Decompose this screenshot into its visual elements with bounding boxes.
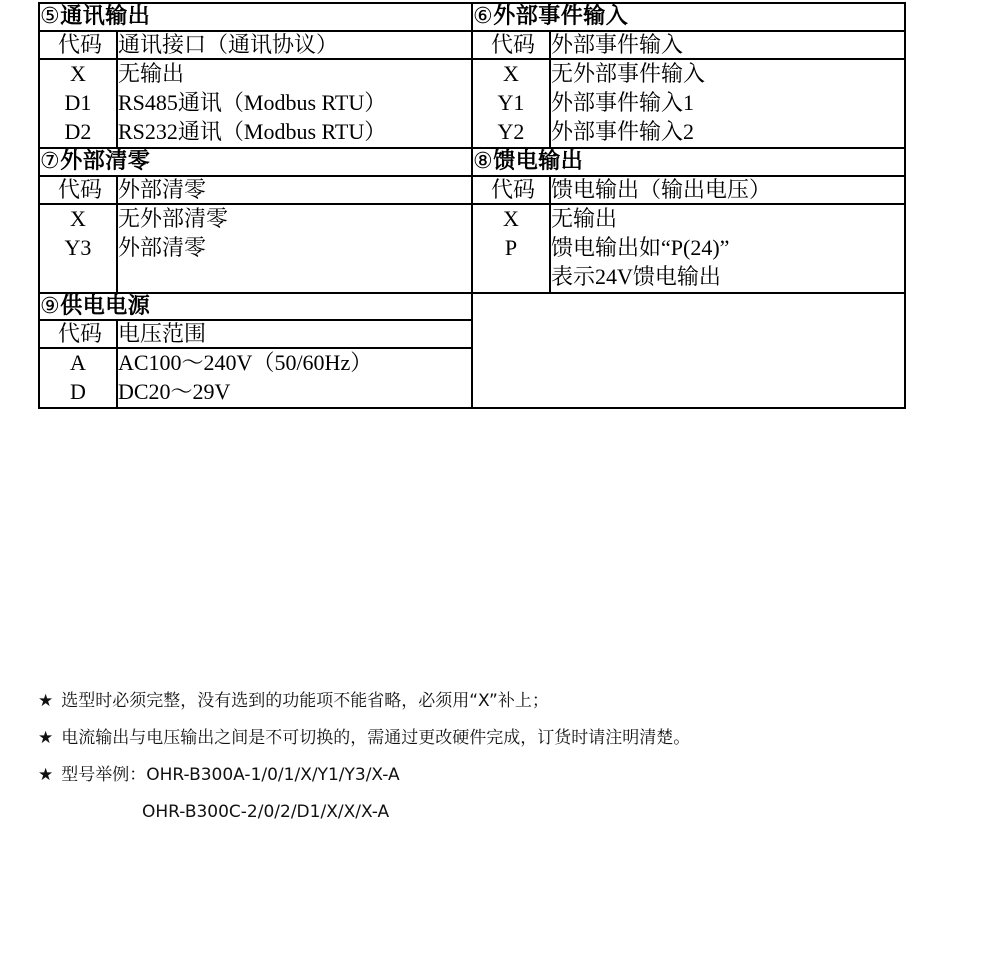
code-value: X	[503, 60, 519, 86]
notes-section	[38, 690, 968, 824]
table-row-body	[39, 59, 905, 148]
desc-value: 馈电输出如“P(24)”	[551, 234, 730, 260]
column-header-code-9: 代码	[39, 320, 117, 348]
star-icon: ★	[38, 727, 54, 748]
star-icon: ★	[38, 764, 54, 785]
column-header-desc-9: 电压范围	[117, 320, 472, 348]
desc-value: 无外部清零	[118, 205, 229, 231]
desc-value: RS485通讯（Modbus RTU）	[118, 89, 387, 115]
code-column-7	[39, 204, 117, 293]
column-header-desc-6: 外部事件输入	[550, 31, 905, 59]
column-header-code-5: 代码	[39, 31, 117, 59]
code-value: A	[70, 350, 86, 376]
section-heading-external-reset	[39, 148, 472, 176]
section-heading-external-event-input	[472, 3, 905, 31]
desc-value: 表示24V馈电输出	[551, 263, 721, 289]
code-value: D2	[64, 118, 92, 144]
section-title-5: 通讯输出	[60, 4, 151, 29]
desc-column-6	[550, 59, 905, 148]
code-value: X	[70, 205, 86, 231]
section-title-6: 外部事件输入	[493, 4, 629, 29]
table-row-section-heading	[39, 293, 905, 321]
section-title-7: 外部清零	[60, 148, 151, 174]
note-text: 型号举例：OHR-B300A-1/0/1/X/Y1/Y3/X-A	[61, 764, 400, 785]
section-number-9: ⑨	[40, 293, 61, 319]
code-column-5	[39, 59, 117, 148]
code-value	[44, 263, 112, 292]
table-row-section-heading	[39, 148, 905, 176]
note-item	[38, 690, 968, 713]
star-icon: ★	[38, 691, 54, 711]
desc-value: DC20～29V	[118, 379, 231, 405]
code-column-8	[472, 204, 550, 293]
table-row-column-headers	[39, 176, 905, 204]
section-title-8: 馈电输出	[493, 148, 584, 174]
code-value: D	[70, 379, 86, 405]
column-header-code-6: 代码	[472, 31, 550, 59]
desc-column-8	[550, 204, 905, 293]
column-header-code-8: 代码	[472, 176, 550, 204]
section-number-5: ⑤	[40, 4, 61, 29]
desc-value: 外部事件输入1	[551, 89, 695, 115]
desc-value: 无外部事件输入	[551, 60, 706, 86]
code-column-6	[472, 59, 550, 148]
section-heading-comm-output	[39, 3, 472, 31]
code-value: P	[504, 234, 518, 260]
column-header-desc-7: 外部清零	[117, 176, 472, 204]
table-row-column-headers	[39, 31, 905, 59]
section-number-7: ⑦	[40, 148, 61, 174]
desc-value: AC100～240V（50/60Hz）	[118, 350, 373, 376]
table-row-section-heading	[39, 3, 905, 31]
note-text: 选型时必须完整，没有选到的功能项不能省略，必须用“X”补上；	[61, 691, 549, 711]
section-number-6: ⑥	[473, 4, 494, 29]
desc-value-empty	[118, 263, 471, 292]
desc-column-5	[117, 59, 472, 148]
code-value: Y2	[497, 118, 525, 144]
desc-value: 无输出	[551, 205, 618, 231]
desc-value: RS232通讯（Modbus RTU）	[118, 118, 387, 144]
section-heading-feed-power-output	[472, 148, 905, 176]
note-text: 电流输出与电压输出之间是不可切换的，需通过更改硬件完成，订货时请注明清楚。	[61, 727, 691, 748]
code-value-empty	[477, 263, 545, 292]
code-value: X	[70, 60, 86, 86]
note-item-model-example	[38, 764, 968, 787]
section-heading-power-supply	[39, 293, 472, 321]
model-example-secondary: OHR-B300C-2/0/2/D1/X/X/X-A	[142, 801, 390, 822]
section-number-8: ⑧	[473, 148, 494, 174]
column-header-code-7: 代码	[39, 176, 117, 204]
code-value: D1	[64, 89, 92, 115]
code-value: Y1	[497, 89, 525, 115]
desc-value: 无输出	[118, 60, 185, 86]
desc-value: 外部清零	[118, 234, 207, 260]
code-column-9	[39, 348, 117, 408]
column-header-desc-8: 馈电输出（输出电压）	[550, 176, 905, 204]
code-value: Y3	[64, 234, 92, 260]
code-value: X	[503, 205, 519, 231]
table-row-body	[39, 204, 905, 293]
desc-column-7	[117, 204, 472, 293]
empty-filler-cell	[472, 293, 905, 409]
section-title-9: 供电电源	[60, 293, 151, 319]
desc-column-9	[117, 348, 472, 408]
note-item	[38, 727, 968, 750]
column-header-desc-5: 通讯接口（通讯协议）	[117, 31, 472, 59]
selection-spec-table	[38, 2, 906, 409]
desc-value: 外部事件输入2	[551, 118, 695, 144]
